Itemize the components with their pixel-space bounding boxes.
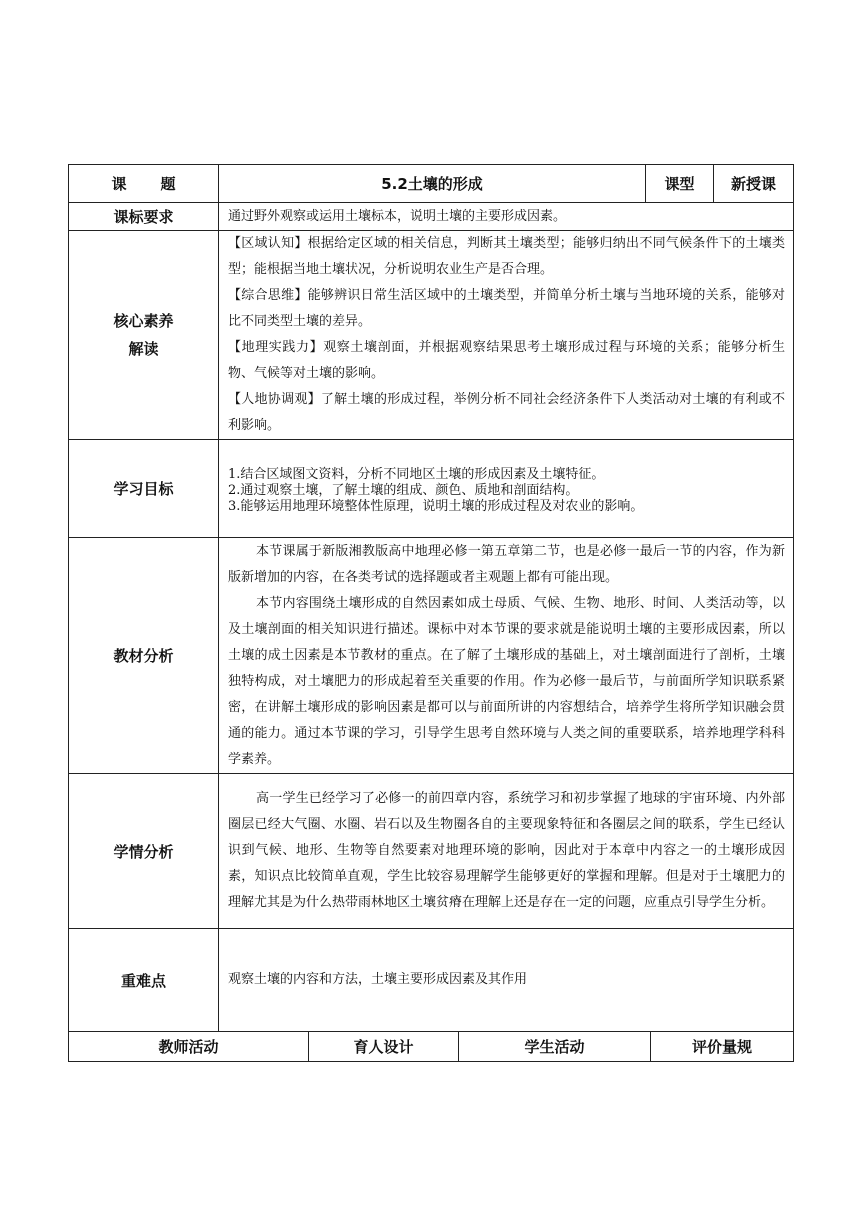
textbook-text bbox=[219, 538, 794, 774]
literacy-item-regional: 【区域认知】根据给定区域的相关信息，判断其土壤类型；能够归纳出不同气候条件下的土壤类型；能根据当地土壤状况，分析说明农业生产是否合理。 bbox=[228, 236, 786, 277]
type-label: 课型 bbox=[646, 165, 714, 203]
literacy-item-practice: 【地理实践力】观察土壤剖面，并根据观察结果思考土壤形成过程与环境的关系；能够分析生物、气候等对土壤的影响。 bbox=[228, 340, 786, 381]
objective-item-2: 2.通过观察土壤，了解土壤的组成、颜色、质地和剖面结构。 bbox=[228, 482, 579, 498]
standard-row bbox=[69, 203, 794, 231]
objectives-label: 学习目标 bbox=[69, 440, 219, 538]
key-points-label: 重难点 bbox=[69, 929, 219, 1032]
objective-item-3: 3.能够运用地理环境整体性原理，说明土壤的形成过程及对农业的影响。 bbox=[228, 498, 644, 514]
key-points-text: 观察土壤的内容和方法，土壤主要形成因素及其作用 bbox=[219, 929, 794, 1032]
literacy-label-line2: 解读 bbox=[128, 340, 159, 358]
learners-row bbox=[69, 774, 794, 929]
objective-item-1: 1.结合区域图文资料，分析不同地区土壤的形成因素及土壤特征。 bbox=[228, 466, 605, 482]
objectives-row bbox=[69, 440, 794, 538]
literacy-item-harmony: 【人地协调观】了解土壤的形成过程，举例分析不同社会经济条件下人类活动对土壤的有利或不利影响。 bbox=[228, 392, 786, 433]
learners-paragraph: 高一学生已经学习了必修一的前四章内容，系统学习和初步掌握了地球的宇宙环境、内外部圈层已经大气圈、水圈、岩石以及生物圈各自的主要现象特征和各圈层之间的联系，学生已经认识到气候、地形、生物等自然要素对地理环境的影响，因此对于本章中内容之一的土壤形成因素，知识点比较简单直观，学生比较容易理解学生能够更好的掌握和理解。但是对于土壤肥力的理解尤其是为什么热带雨林地区土壤贫瘠在理解上还是存在一定的问题，应重点引导学生分析。 bbox=[228, 791, 786, 910]
textbook-row bbox=[69, 538, 794, 774]
lesson-plan-table bbox=[68, 164, 794, 1062]
textbook-paragraph-2: 本节内容围绕土壤形成的自然因素如成土母质、气候、生物、地形、时间、人类活动等，以及土壤剖面的相关知识进行描述。课标中对本节课的要求就是能说明土壤的主要形成因素，所以土壤的成土因素是本节教材的重点。在了解了土壤形成的基础上，对土壤剖面进行了剖析，土壤独特构成，对土壤肥力的形成起着至关重要的作用。作为必修一最后节，与前面所学知识联系紧密，在讲解土壤形成的影响因素是都可以与前面所讲的内容想结合，培养学生将所学知识融会贯通的能力。通过本节课的学习，引导学生思考自然环境与人类之间的重要联系，培养地理学科科学素养。 bbox=[228, 595, 786, 767]
topic-label: 课题 bbox=[69, 165, 219, 203]
learners-label: 学情分析 bbox=[69, 774, 219, 929]
education-design-header: 育人设计 bbox=[309, 1032, 459, 1062]
literacy-text bbox=[219, 231, 794, 440]
activities-header-row bbox=[69, 1032, 794, 1062]
standard-label: 课标要求 bbox=[69, 203, 219, 231]
key-points-row bbox=[69, 929, 794, 1032]
literacy-row bbox=[69, 231, 794, 440]
literacy-label bbox=[69, 231, 219, 440]
standard-text: 通过野外观察或运用土壤标本，说明土壤的主要形成因素。 bbox=[219, 203, 794, 231]
literacy-label-line1: 核心素养 bbox=[113, 312, 174, 330]
topic-value: 5.2土壤的形成 bbox=[219, 165, 646, 203]
literacy-item-thinking: 【综合思维】能够辨识日常生活区域中的土壤类型，并简单分析土壤与当地环境的关系，能够对比不同类型土壤的差异。 bbox=[228, 288, 786, 329]
evaluation-header: 评价量规 bbox=[651, 1032, 794, 1062]
textbook-label: 教材分析 bbox=[69, 538, 219, 774]
teacher-activity-header: 教师活动 bbox=[69, 1032, 309, 1062]
textbook-paragraph-1: 本节课属于新版湘教版高中地理必修一第五章第二节，也是必修一最后一节的内容，作为新版新增加的内容，在各类考试的选择题或者主观题上都有可能出现。 bbox=[228, 543, 786, 585]
header-row bbox=[69, 165, 794, 203]
objectives-text bbox=[219, 440, 794, 538]
learners-text bbox=[219, 774, 794, 929]
student-activity-header: 学生活动 bbox=[459, 1032, 651, 1062]
type-value: 新授课 bbox=[714, 165, 794, 203]
